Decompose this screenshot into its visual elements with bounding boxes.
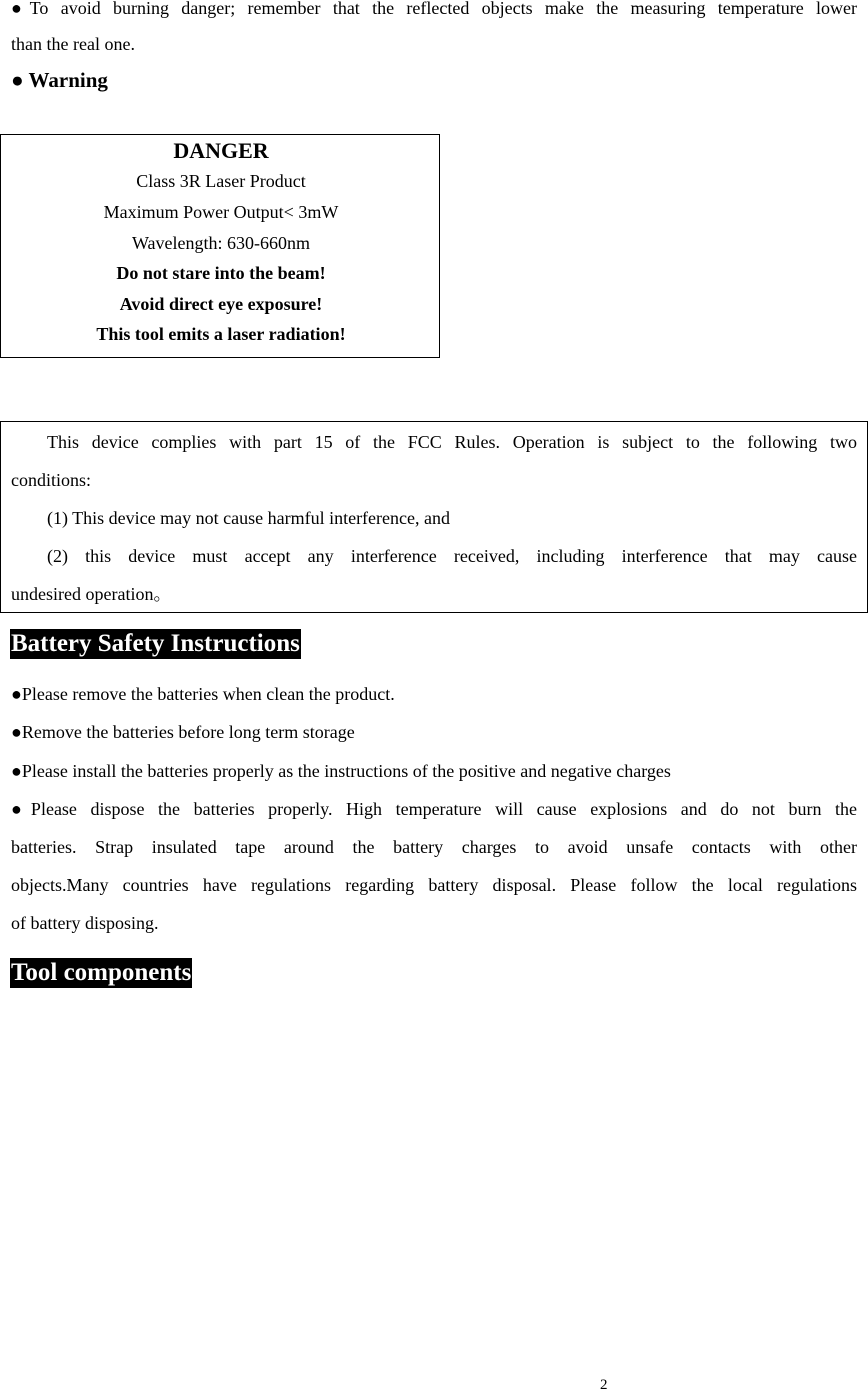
fcc-compliance-box [0, 421, 868, 613]
danger-line-stare: Do not stare into the beam! [116, 263, 326, 283]
fcc-condition-1: (1) This device may not cause harmful interference, and [47, 508, 450, 528]
battery-item-1: ●Please remove the batteries when clean the product. [11, 684, 395, 704]
battery-safety-heading: Battery Safety Instructions [11, 630, 300, 657]
fcc-line-2: conditions: [11, 470, 91, 490]
battery-item-3: ●Please install the batteries properly as the instructions of the positive and negative charges [11, 761, 671, 781]
battery-item-4-line-4: of battery disposing. [11, 913, 159, 933]
fcc-line-1: This device complies with part 15 of the FCC Rules. Operation is subject to the following two [47, 432, 857, 452]
battery-item-4-line-1: ●Please dispose the batteries properly. High temperature will cause explosions and do not burn the [11, 799, 857, 819]
tool-components-heading: Tool components [11, 959, 192, 986]
danger-label-box [0, 134, 440, 358]
danger-line-power: Maximum Power Output< 3mW [103, 202, 339, 222]
danger-line-class: Class 3R Laser Product [136, 171, 306, 191]
danger-line-eye: Avoid direct eye exposure! [119, 294, 323, 314]
warning-heading: ● Warning [11, 68, 108, 92]
danger-title: DANGER [173, 138, 269, 163]
burn-warning-line-1: ●To avoid burning danger; remember that the reflected objects make the measuring temperature lower [11, 0, 857, 18]
fcc-condition-2-line-2: undesired operation。 [11, 584, 172, 604]
battery-item-4-line-3: objects.Many countries have regulations regarding battery disposal. Please follow the local regulations [11, 875, 857, 895]
page-number: 2 [600, 1377, 608, 1393]
danger-line-wavelength: Wavelength: 630-660nm [131, 233, 310, 253]
battery-item-2: ●Remove the batteries before long term storage [11, 722, 355, 742]
burn-warning-line-2: than the real one. [11, 34, 135, 54]
battery-item-4-line-2: batteries. Strap insulated tape around the battery charges to avoid unsafe contacts with other [11, 837, 857, 857]
fcc-condition-2-line-1: (2) this device must accept any interference received, including interference that may cause [47, 546, 857, 566]
danger-line-radiation: This tool emits a laser radiation! [96, 324, 346, 344]
